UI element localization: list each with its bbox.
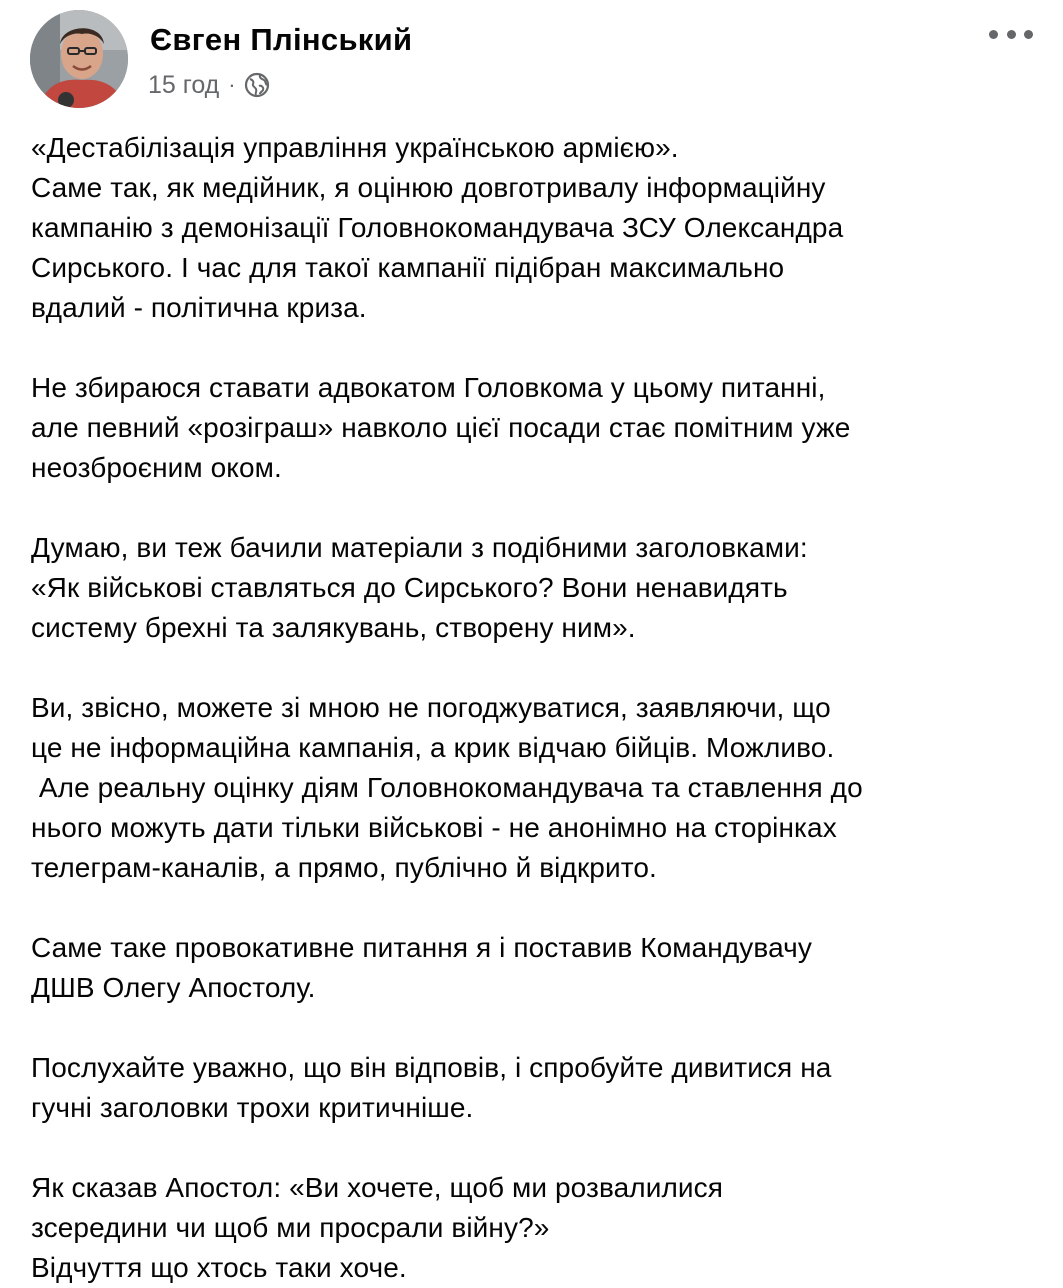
text-line: кампанію з демонізації Головнокомандувача ЗСУ Олександра (31, 212, 844, 243)
more-horizontal-icon[interactable] (989, 24, 1033, 44)
paragraph (31, 928, 1041, 1008)
post-text (31, 128, 1041, 1288)
paragraph (31, 528, 1041, 648)
text-line: систему брехні та залякувань, створену ним». (31, 612, 636, 643)
text-line: Послухайте уважно, що він відповів, і спробуйте дивитися на (31, 1052, 832, 1083)
paragraph (31, 688, 1041, 888)
globe-icon (244, 72, 270, 98)
text-line: «Дестабілізація управління українською армією». (31, 132, 679, 163)
text-line: нього можуть дати тільки військові - не анонімно на сторінках (31, 812, 837, 843)
text-line: Саме так, як медійник, я оцінюю довготривалу інформаційну (31, 172, 826, 203)
text-line: Сирського. І час для такої кампанії підібран максимально (31, 252, 785, 283)
text-line: вдалий - політична криза. (31, 292, 367, 323)
post-time[interactable]: 15 год (148, 70, 220, 99)
text-line: Але реальну оцінку діям Головнокомандувача та ставлення до (31, 772, 863, 803)
text-line: гучні заголовки трохи критичніше. (31, 1092, 474, 1123)
text-line: ДШВ Олегу Апостолу. (31, 972, 316, 1003)
text-line: зсередини чи щоб ми просрали війну?» (31, 1212, 550, 1243)
text-line: неозброєним оком. (31, 452, 282, 483)
text-line: це не інформаційна кампанія, а крик відчаю бійців. Можливо. (31, 732, 835, 763)
author-name[interactable]: Євген Плінський (150, 22, 413, 57)
text-line: «Як військові ставляться до Сирського? Вони ненавидять (31, 572, 788, 603)
paragraph (31, 368, 1041, 488)
text-line: Відчуття що хтось таки хоче. (31, 1252, 407, 1283)
text-line: телеграм-каналів, а прямо, публічно й відкрито. (31, 852, 657, 883)
text-line: Не збираюся ставати адвокатом Головкома у цьому питанні, (31, 372, 826, 403)
avatar-photo (30, 10, 128, 108)
text-line: Як сказав Апостол: «Ви хочете, щоб ми розвалилися (31, 1172, 723, 1203)
text-line: Думаю, ви теж бачили матеріали з подібними заголовками: (31, 532, 808, 563)
paragraph (31, 128, 1041, 328)
meta-separator: · (228, 72, 236, 97)
text-line: Саме таке провокативне питання я і поставив Командувачу (31, 932, 812, 963)
paragraph (31, 1168, 1041, 1288)
post-meta (148, 70, 270, 100)
author-avatar[interactable] (30, 10, 128, 108)
text-line: але певний «розіграш» навколо цієї посади стає помітним уже (31, 412, 851, 443)
text-line: Ви, звісно, можете зі мною не погоджуватися, заявляючи, що (31, 692, 831, 723)
paragraph (31, 1048, 1041, 1128)
post-header (30, 10, 1033, 110)
